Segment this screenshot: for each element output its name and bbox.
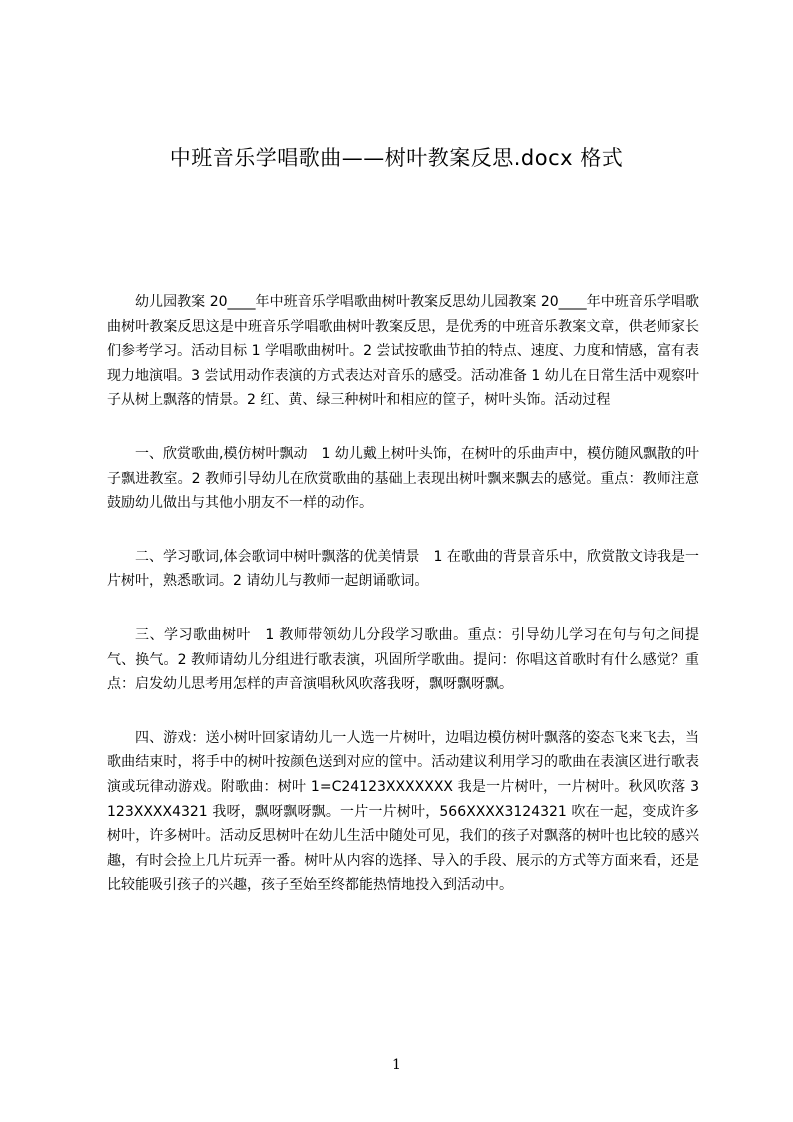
paragraph-intro: 幼儿园教案 20____年中班音乐学唱歌曲树叶教案反思幼儿园教案 20____年中班音乐学唱歌曲树叶教案反思这是中班音乐学唱歌曲树叶教案反思，是优秀的中班音乐教案文章，供老师家长们参考学习。活动目标 1 学唱歌曲树叶。2 尝试按歌曲节拍的特点、速度、力度和情感，富有表现力地演唱。3 尝试用动作表演的方式表达对音乐的感受。活动准备 1 幼儿在日常生活中观察叶子从树上飘落的情景。2 红、黄、绿三种树叶和相应的筐子，树叶头饰。活动过程 [107,294,699,409]
paragraph-step-2: 二、学习歌词,体会歌词中树叶飘落的优美情景 1 在歌曲的背景音乐中，欣赏散文诗我是一片树叶，熟悉歌词。2 请幼儿与教师一起朗诵歌词。 [107,548,699,590]
paragraph-step-3: 三、学习歌曲树叶 1 教师带领幼儿分段学习歌曲。重点：引导幼儿学习在句与句之间提气、换气。2 教师请幼儿分组进行歌表演，巩固所学歌曲。提问：你唱这首歌时有什么感觉？重点：启发幼儿思考用怎样的声音演唱秋风吹落我呀，飘呀飘呀飘。 [107,626,699,693]
paragraph-step-1: 一、欣赏歌曲,模仿树叶飘动 1 幼儿戴上树叶头饰，在树叶的乐曲声中，模仿随风飘散的叶子飘进教室。2 教师引导幼儿在欣赏歌曲的基础上表现出树叶飘来飘去的感觉。重点：教师注意鼓励幼儿做出与其他小朋友不一样的动作。 [107,445,699,512]
document-body [107,290,699,927]
paragraph-step-4: 四、游戏：送小树叶回家请幼儿一人选一片树叶，边唱边模仿树叶飘落的姿态飞来飞去，当歌曲结束时，将手中的树叶按颜色送到对应的筐中。活动建议利用学习的歌曲在表演区进行歌表演或玩律动游戏。附歌曲：树叶 1=C24123XXXXXXX 我是一片树叶，一片树叶。秋风吹落 3123XXXX4321 我呀，飘呀飘呀飘。一片一片树叶，566XXXX3124321 吹在一起，变成许多树叶，许多树叶。活动反思树叶在幼儿生活中随处可见，我们的孩子对飘落的树叶也比较的感兴趣，有时会捡上几片玩弄一番。树叶从内容的选择、导入的手段、展示的方式等方面来看，还是比较能吸引孩子的兴趣，孩子至始至终都能热情地投入到活动中。 [107,729,699,894]
page-number: 1 [392,1057,401,1073]
document-title: 中班音乐学唱歌曲——树叶教案反思.docx 格式 [169,146,624,170]
